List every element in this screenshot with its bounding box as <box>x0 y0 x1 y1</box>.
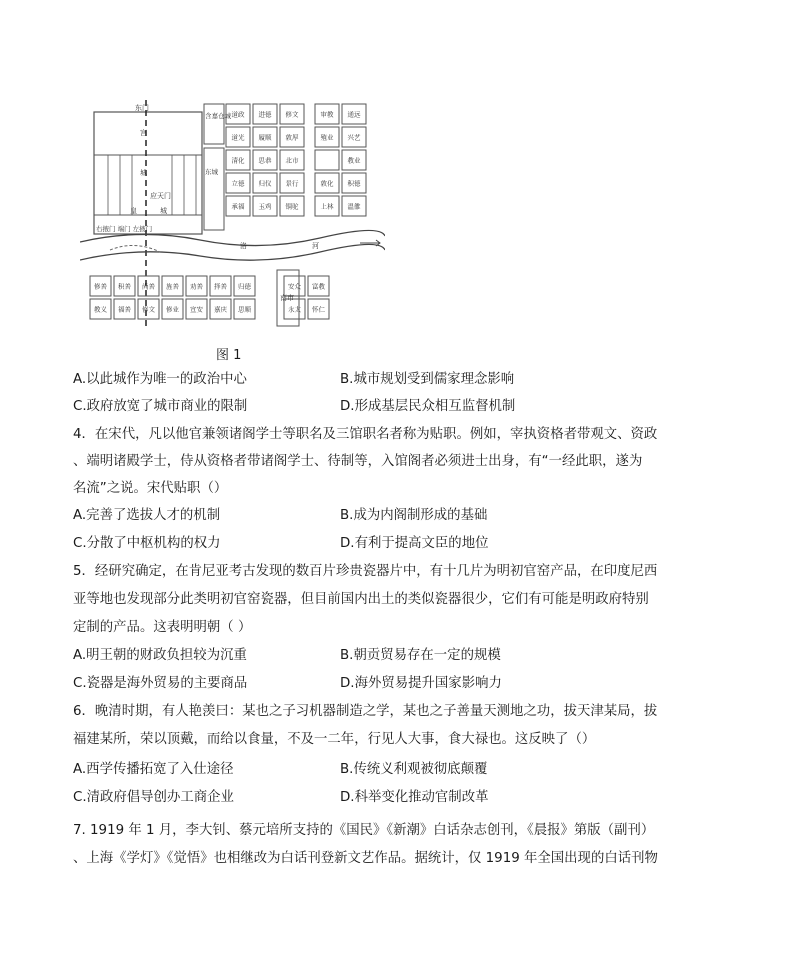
ward-label: 怀仁 <box>312 305 325 314</box>
ward-label: 清化 <box>231 156 245 165</box>
q5-option-d[interactable]: D.海外贸易提升国家影响力 <box>340 676 502 691</box>
palace-city-outline <box>94 112 202 234</box>
map-label-gong: 宫 <box>140 129 147 137</box>
map-label-cheng: 城 <box>140 169 147 177</box>
map-label-gates: 右掖门 端门 左掖门 <box>96 225 153 233</box>
ward-label: 归仪 <box>258 179 272 188</box>
ward-label: 履顺 <box>258 133 272 142</box>
map-label-dongmen: 东门 <box>135 104 149 112</box>
q6-stem-line2: 福建某所，荣以顶戴，而给以食量，不及一二年，行见人大事，食大禄也。这反映了（） <box>73 732 596 747</box>
q5-stem-line3: 定制的产品。这表明明朝（ ） <box>73 620 252 635</box>
q7-stem-line2: 、上海《学灯》《觉悟》也相继改为白话刊登新文艺作品。据统计，仅 1919 年全国出现的白话刊物 <box>73 851 658 866</box>
ward-label: 敦厚 <box>285 133 299 142</box>
q3-option-a[interactable]: A.以此城作为唯一的政治中心 <box>73 372 247 387</box>
q3-option-b[interactable]: B.城市规划受到儒家理念影响 <box>340 372 515 387</box>
map-label-dongcheng: 东城 <box>205 168 218 176</box>
ward-label: 富教 <box>312 282 325 291</box>
q4-option-b[interactable]: B.成为内阁制形成的基础 <box>340 508 488 523</box>
map-label-huangcheng: 城 <box>160 207 167 215</box>
ward-label: 修业 <box>166 305 179 314</box>
q4-option-c[interactable]: C.分散了中枢机构的权力 <box>73 536 221 551</box>
q7-stem-line1: 7. 1919 年 1 月，李大钊、蔡元培所支持的《国民》《新潮》白话杂志创刊，《晨报》第版（副刊） <box>73 823 655 838</box>
q4-option-a[interactable]: A.完善了选拔人才的机制 <box>73 508 221 523</box>
ward-label: 思恭 <box>258 156 272 165</box>
q5-option-a[interactable]: A.明王朝的财政负担较为沉重 <box>73 648 247 663</box>
ward-label: 永太 <box>288 305 301 314</box>
ward-label: 教义 <box>94 305 107 314</box>
q4-option-d[interactable]: D.有利于提高文臣的地位 <box>340 536 489 551</box>
map-label-huang: 皇 <box>130 207 137 215</box>
ward-label: 安众 <box>288 282 301 291</box>
ward-label: 北市 <box>285 156 299 165</box>
q3-option-c[interactable]: C.政府放宽了城市商业的限制 <box>73 399 248 414</box>
map-label-shui: 河 <box>312 242 319 250</box>
ward-block <box>315 150 339 170</box>
ward-label: 择善 <box>214 282 227 291</box>
ward-label: 敦化 <box>320 179 334 188</box>
ward-label: 宣安 <box>190 305 203 314</box>
map-label-nanshi: 南市 <box>280 294 294 302</box>
q6-option-d[interactable]: D.科举变化推动官制改革 <box>340 790 489 805</box>
ward-label: 修文 <box>285 110 299 119</box>
ward-label: 归德 <box>238 282 251 291</box>
ward-label: 审教 <box>320 110 334 119</box>
hanjia-granary <box>204 104 224 144</box>
q3-option-d[interactable]: D.形成基层民众相互监督机制 <box>340 399 516 414</box>
ward-label: 旌善 <box>166 282 179 291</box>
q4-stem-line1: 4．在宋代，凡以他官兼领诸阁学士等职名及三馆职名者称为贴职。例如，宰执资格者带观文、资政 <box>73 427 658 442</box>
q5-stem-line2: 亚等地也发现部分此类明初官窑瓷器，但目前国内出土的类似瓷器很少，它们有可能是明政府特别 <box>73 592 649 607</box>
q6-option-b[interactable]: B.传统义利观被彻底颠覆 <box>340 762 488 777</box>
ward-label: 承福 <box>231 202 245 211</box>
ward-label: 兴艺 <box>347 133 361 142</box>
ward-label: 尚善 <box>142 282 155 291</box>
luo-river-south <box>80 244 385 260</box>
ward-label: 福善 <box>118 305 131 314</box>
ward-label: 通远 <box>347 110 361 119</box>
ward-label: 劝善 <box>190 282 203 291</box>
q4-stem-line2: 、端明诸殿学士，侍从资格者带诸阁学士、待制等，入馆阁者必须进士出身，有“一经此职，遂为 <box>73 454 643 469</box>
map-label-hanjia: 含嘉仓城 <box>205 112 231 120</box>
north-wards-grid <box>226 104 366 216</box>
q4-stem-line3: 名流”之说。宋代贴职（） <box>73 481 228 496</box>
map-label-luo: 洛 <box>240 242 247 250</box>
ward-label: 积善 <box>118 282 131 291</box>
ward-label: 殖业 <box>320 133 334 142</box>
ward-label: 修善 <box>94 282 107 291</box>
ward-label: 玉鸡 <box>258 202 272 211</box>
ward-label: 温雒 <box>347 202 361 211</box>
palace-stripes <box>108 155 196 215</box>
ward-label: 道政 <box>231 110 245 119</box>
ward-label: 嘉庆 <box>214 305 227 314</box>
q6-stem-line1: 6．晚清时期，有人艳羡曰：某也之子习机器制造之学，某也之子善量天测地之功，拔天津某局，拔 <box>73 704 658 719</box>
map-label-yingtian: 应天门 <box>150 192 171 200</box>
east-city <box>204 148 224 230</box>
ward-label: 修文 <box>142 305 155 314</box>
ward-label: 铜驼 <box>285 202 299 211</box>
q5-option-b[interactable]: B.朝贡贸易存在一定的规模 <box>340 648 501 663</box>
figure-caption: 图 1 <box>216 348 242 363</box>
ward-label: 教业 <box>347 156 361 165</box>
ward-label: 景行 <box>285 179 299 188</box>
city-map-figure <box>80 100 385 328</box>
city-map-svg <box>80 100 385 328</box>
ward-label: 上林 <box>320 202 334 211</box>
ward-label: 思顺 <box>238 305 251 314</box>
ward-label: 道光 <box>231 133 245 142</box>
ward-label: 积德 <box>347 179 361 188</box>
q6-option-a[interactable]: A.西学传播拓宽了入仕途径 <box>73 762 234 777</box>
q5-stem-line1: 5．经研究确定，在肯尼亚考古发现的数百片珍贵瓷器片中，有十几片为明初官窑产品，在印度尼西 <box>73 564 658 579</box>
ward-label: 立德 <box>231 179 245 188</box>
q6-option-c[interactable]: C.清政府倡导创办工商企业 <box>73 790 234 805</box>
ward-label: 进德 <box>258 110 272 119</box>
q5-option-c[interactable]: C.瓷器是海外贸易的主要商品 <box>73 676 248 691</box>
